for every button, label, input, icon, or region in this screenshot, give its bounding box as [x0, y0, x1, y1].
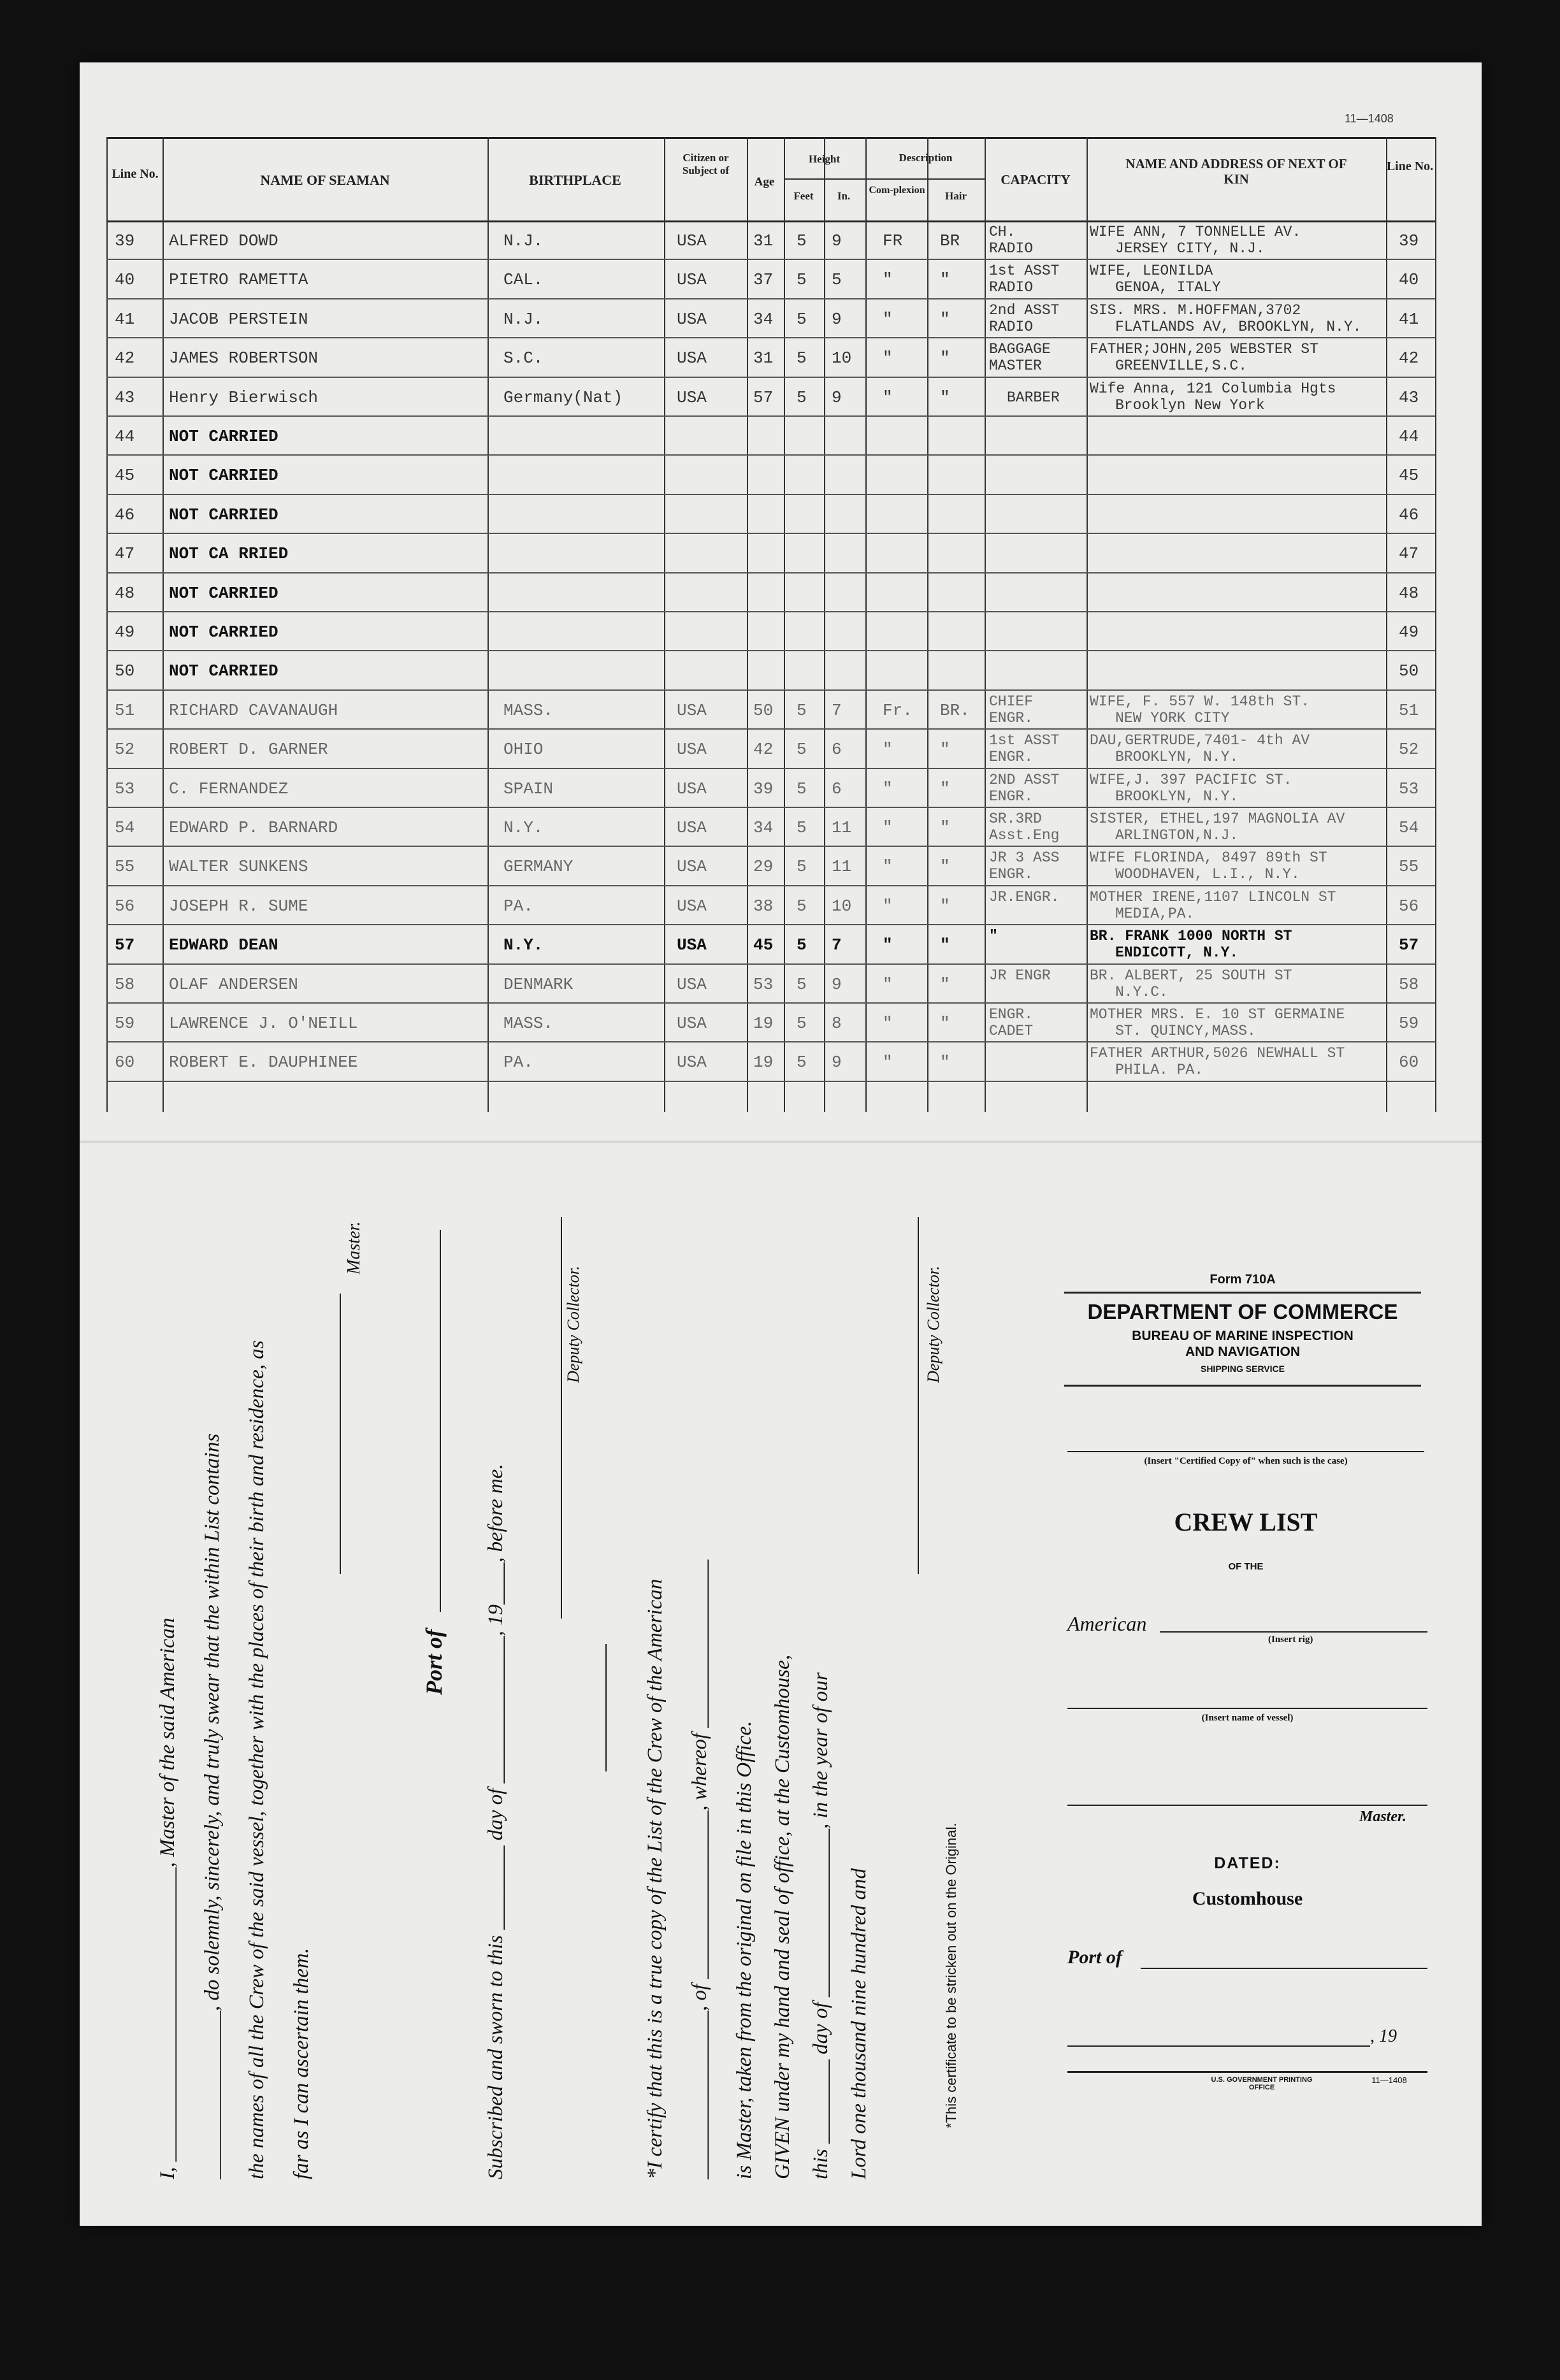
- header-height: Height: [808, 153, 841, 165]
- row-capacity: ENGR.: [989, 788, 1034, 805]
- row-next-of-kin: ARLINGTON,N.J.: [1115, 827, 1239, 844]
- row-complexion: FR: [883, 231, 903, 250]
- row-age: 38: [753, 896, 774, 916]
- row-hair: ": [940, 270, 950, 290]
- row-age: 42: [753, 740, 774, 760]
- cert-footnote: *This certificate to be stricken out on the Original.: [943, 1822, 959, 2128]
- table-row: [106, 454, 1435, 494]
- row-line-no-right: 46: [1399, 505, 1419, 524]
- oath-master-label: Master.: [344, 1221, 364, 1274]
- row-complexion: ": [883, 779, 893, 798]
- row-capacity: Asst.Eng: [989, 827, 1060, 844]
- row-line-no-right: 50: [1399, 661, 1419, 681]
- row-name: JAMES ROBERTSON: [169, 349, 319, 368]
- oath-line-2: ________________, do solemnly, sincerely, and truly swear that the within List contains: [201, 1433, 224, 2179]
- row-name: NOT CA RRIED: [169, 544, 289, 564]
- cert-line-3: is Master, taken from the original on file in this Office.: [733, 1720, 756, 2179]
- header-next-of-kin: NAME AND ADDRESS OF NEXT OF KIN: [1125, 156, 1347, 187]
- row-capacity: 1st ASST: [989, 263, 1060, 280]
- header-hair: Hair: [945, 190, 967, 202]
- cover-department: DEPARTMENT OF COMMERCE: [1087, 1300, 1398, 1323]
- row-capacity: CH.: [989, 224, 1016, 240]
- row-citizen: USA: [677, 779, 707, 798]
- row-complexion: ": [883, 857, 893, 877]
- row-capacity: ENGR.: [989, 866, 1034, 883]
- header-feet: Feet: [793, 190, 814, 202]
- row-complexion: ": [883, 818, 893, 837]
- row-next-of-kin: SIS. MRS. M.HOFFMAN,3702: [1090, 301, 1301, 319]
- row-age: 19: [753, 1053, 774, 1072]
- row-name: NOT CARRIED: [169, 466, 278, 486]
- row-capacity: RADIO: [989, 279, 1034, 296]
- row-name: PIETRO RAMETTA: [169, 270, 308, 290]
- row-line-no-right: 60: [1399, 1053, 1419, 1072]
- row-inches: 6: [832, 779, 842, 798]
- row-line-no-right: 51: [1399, 700, 1419, 720]
- row-feet: 5: [797, 309, 807, 329]
- row-line-no-right: 57: [1399, 935, 1419, 955]
- row-age: 39: [753, 779, 774, 798]
- row-next-of-kin: WIFE, LEONILDA: [1090, 263, 1213, 280]
- row-line-no-right: 58: [1399, 974, 1419, 994]
- row-line-no-right: 48: [1399, 583, 1419, 603]
- row-line-no-right: 44: [1399, 427, 1419, 446]
- row-line-no: 59: [115, 1014, 135, 1033]
- row-feet: 5: [797, 387, 807, 407]
- row-birthplace: PA.: [503, 896, 533, 916]
- row-name: LAWRENCE J. O'NEILL: [169, 1014, 358, 1033]
- oath-deputy-line: [561, 1217, 562, 1619]
- row-feet: 5: [797, 935, 807, 955]
- cover-shipping-service: SHIPPING SERVICE: [1200, 1364, 1285, 1374]
- row-capacity: SR.3RD: [989, 811, 1042, 827]
- row-hair: ": [940, 1014, 950, 1033]
- row-complexion: Fr.: [883, 700, 913, 720]
- row-name: EDWARD DEAN: [169, 935, 278, 955]
- row-line-no-right: 55: [1399, 857, 1419, 877]
- cover-insert-rig: (Insert rig): [1268, 1634, 1313, 1645]
- row-capacity: MASTER: [989, 357, 1042, 375]
- row-next-of-kin: BR. ALBERT, 25 SOUTH ST: [1090, 967, 1292, 984]
- row-age: 37: [753, 270, 774, 290]
- row-feet: 5: [797, 270, 807, 290]
- row-next-of-kin: WIFE ANN, 7 TONNELLE AV.: [1090, 224, 1301, 240]
- row-next-of-kin: WOODHAVEN, L.I., N.Y.: [1115, 866, 1300, 883]
- table-row: [106, 611, 1435, 651]
- row-citizen: USA: [677, 896, 707, 916]
- cover-printer: U.S. GOVERNMENT PRINTING OFFICE: [1211, 2076, 1313, 2091]
- row-hair: ": [940, 740, 950, 760]
- row-hair: ": [940, 349, 950, 368]
- header-name: NAME OF SEAMAN: [260, 172, 390, 188]
- row-capacity: RADIO: [989, 318, 1034, 335]
- row-inches: 9: [832, 387, 842, 407]
- cert-line-2: ________________, of ________________, whereof ________________: [688, 1559, 711, 2179]
- row-next-of-kin: NEW YORK CITY: [1115, 709, 1230, 726]
- row-birthplace: N.J.: [503, 309, 544, 329]
- row-capacity: 1st ASST: [989, 732, 1060, 749]
- row-line-no-right: 40: [1399, 270, 1419, 290]
- row-feet: 5: [797, 1053, 807, 1072]
- row-hair: ": [940, 779, 950, 798]
- row-next-of-kin: SISTER, ETHEL,197 MAGNOLIA AV: [1090, 811, 1345, 827]
- row-line-no: 41: [115, 309, 135, 329]
- row-line-no: 51: [115, 700, 135, 720]
- row-capacity: CHIEF: [989, 693, 1034, 710]
- row-inches: 9: [832, 309, 842, 329]
- row-age: 50: [753, 700, 774, 720]
- row-inches: 10: [832, 896, 852, 916]
- header-age: Age: [754, 175, 775, 189]
- row-inches: 7: [832, 700, 842, 720]
- cover-title: CREW LIST: [1174, 1508, 1318, 1536]
- form-number-top: 11—1408: [1345, 112, 1394, 125]
- row-name: NOT CARRIED: [169, 583, 278, 603]
- row-birthplace: N.Y.: [503, 818, 544, 837]
- row-name: NOT CARRIED: [169, 661, 278, 681]
- row-hair: ": [940, 974, 950, 994]
- row-feet: 5: [797, 779, 807, 798]
- header-subrule: [784, 178, 985, 180]
- row-name: C. FERNANDEZ: [169, 779, 289, 798]
- row-inches: 11: [832, 857, 852, 877]
- row-capacity: JR ENGR: [989, 967, 1051, 984]
- cover-nineteen: , 19: [1370, 2026, 1397, 2046]
- row-citizen: USA: [677, 270, 707, 290]
- row-line-no-right: 42: [1399, 349, 1419, 368]
- row-next-of-kin: WIFE FLORINDA, 8497 89th ST: [1090, 849, 1327, 867]
- row-age: 53: [753, 974, 774, 994]
- row-complexion: ": [883, 387, 893, 407]
- row-line-no: 49: [115, 623, 135, 642]
- row-capacity: BAGGAGE: [989, 341, 1051, 358]
- row-citizen: USA: [677, 349, 707, 368]
- row-birthplace: S.C.: [503, 349, 544, 368]
- row-next-of-kin: GREENVILLE,S.C.: [1115, 357, 1248, 375]
- oath-subscribed: Subscribed and sworn to this ________ day of ______________, 19____, before me.: [484, 1464, 507, 2179]
- row-age: 34: [753, 309, 774, 329]
- row-capacity: JR 3 ASS: [989, 849, 1060, 867]
- row-age: 57: [753, 387, 774, 407]
- oath-deputy-collector: Deputy Collector.: [564, 1266, 582, 1383]
- row-capacity: ": [989, 928, 998, 945]
- row-inches: 9: [832, 231, 842, 250]
- row-name: JACOB PERSTEIN: [169, 309, 308, 329]
- row-complexion: ": [883, 1053, 893, 1072]
- header-line-no-right: Line No.: [1386, 159, 1434, 173]
- row-inches: 9: [832, 974, 842, 994]
- row-age: 34: [753, 818, 774, 837]
- row-next-of-kin: BR. FRANK 1000 NORTH ST: [1090, 928, 1292, 945]
- row-hair: ": [940, 309, 950, 329]
- row-next-of-kin: DAU,GERTRUDE,7401- 4th AV: [1090, 732, 1310, 749]
- cover-bottom-rule: [1067, 2071, 1427, 2073]
- row-next-of-kin: WIFE,J. 397 PACIFIC ST.: [1090, 771, 1292, 788]
- table-row: [106, 494, 1435, 534]
- row-age: 19: [753, 1014, 774, 1033]
- row-hair: BR: [940, 231, 960, 250]
- row-complexion: ": [883, 935, 893, 955]
- row-feet: 5: [797, 857, 807, 877]
- row-citizen: USA: [677, 700, 707, 720]
- row-name: OLAF ANDERSEN: [169, 974, 298, 994]
- row-citizen: USA: [677, 309, 707, 329]
- row-line-no-right: 59: [1399, 1014, 1419, 1033]
- header-complexion: Com-plexion: [869, 185, 925, 196]
- row-capacity: 2nd ASST: [989, 301, 1060, 319]
- row-citizen: USA: [677, 1014, 707, 1033]
- row-complexion: ": [883, 740, 893, 760]
- oath-line-3: the names of all the Crew of the said vessel, together with the places of their birth and residence, as: [245, 1340, 268, 2179]
- row-line-no-right: 45: [1399, 466, 1419, 486]
- row-name: ROBERT D. GARNER: [169, 740, 328, 760]
- row-name: WALTER SUNKENS: [169, 857, 308, 877]
- row-complexion: ": [883, 974, 893, 994]
- row-age: 45: [753, 935, 774, 955]
- row-line-no-right: 41: [1399, 309, 1419, 329]
- cover-port-line: [1141, 1968, 1427, 1969]
- row-line-no: 52: [115, 740, 135, 760]
- row-next-of-kin: MOTHER MRS. E. 10 ST GERMAINE: [1090, 1006, 1345, 1023]
- cert-deputy-collector: Deputy Collector.: [924, 1266, 942, 1383]
- oath-line-1: I, ____________________________, Master of the said American: [156, 1617, 179, 2179]
- row-line-no: 45: [115, 466, 135, 486]
- row-next-of-kin: FATHER ARTHUR,5026 NEWHALL ST: [1090, 1045, 1345, 1062]
- row-line-no-right: 43: [1399, 387, 1419, 407]
- row-citizen: USA: [677, 857, 707, 877]
- row-name: ALFRED DOWD: [169, 231, 278, 250]
- row-line-no-right: 47: [1399, 544, 1419, 564]
- row-citizen: USA: [677, 935, 707, 955]
- row-feet: 5: [797, 974, 807, 994]
- row-name: EDWARD P. BARNARD: [169, 818, 338, 837]
- row-line-no: 47: [115, 544, 135, 564]
- row-citizen: USA: [677, 231, 707, 250]
- cover-form-number-bottom: 11—1408: [1371, 2075, 1407, 2085]
- row-hair: ": [940, 857, 950, 877]
- row-citizen: USA: [677, 740, 707, 760]
- oath-line-4: far as I can ascertain them.: [290, 1948, 313, 2179]
- row-hair: ": [940, 1053, 950, 1072]
- row-line-no-right: 49: [1399, 623, 1419, 642]
- row-feet: 5: [797, 349, 807, 368]
- row-birthplace: MASS.: [503, 700, 554, 720]
- row-inches: 11: [832, 818, 852, 837]
- table-row: [106, 415, 1435, 456]
- cover-bureau-2: AND NAVIGATION: [1185, 1345, 1301, 1359]
- row-next-of-kin: ENDICOTT, N.Y.: [1115, 944, 1239, 962]
- row-next-of-kin: WIFE, F. 557 W. 148th ST.: [1090, 693, 1310, 710]
- row-feet: 5: [797, 740, 807, 760]
- row-capacity: ENGR.: [989, 709, 1034, 726]
- row-name: NOT CARRIED: [169, 623, 278, 642]
- header-description: Description: [899, 152, 953, 164]
- row-capacity: RADIO: [989, 240, 1034, 257]
- row-birthplace: DENMARK: [503, 974, 574, 994]
- cover-insert-vessel: (Insert name of vessel): [1201, 1713, 1294, 1723]
- row-next-of-kin: ST. QUINCY,MASS.: [1115, 1023, 1256, 1039]
- row-feet: 5: [797, 896, 807, 916]
- row-line-no-right: 54: [1399, 818, 1419, 837]
- cover-master-line: [1067, 1805, 1427, 1806]
- cover-form-number: Form 710A: [1210, 1273, 1276, 1287]
- row-name: JOSEPH R. SUME: [169, 896, 308, 916]
- row-line-no: 46: [115, 505, 135, 524]
- row-birthplace: OHIO: [503, 740, 544, 760]
- row-citizen: USA: [677, 387, 707, 407]
- row-line-no: 57: [115, 935, 135, 955]
- row-next-of-kin: FLATLANDS AV, BROOKLYN, N.Y.: [1115, 318, 1362, 335]
- row-feet: 5: [797, 1014, 807, 1033]
- cover-customhouse: Customhouse: [1192, 1888, 1303, 1909]
- row-next-of-kin: FATHER;JOHN,205 WEBSTER ST: [1090, 341, 1318, 358]
- row-name: ROBERT E. DAUPHINEE: [169, 1053, 358, 1072]
- header-capacity: CAPACITY: [1000, 172, 1071, 187]
- row-complexion: ": [883, 309, 893, 329]
- oath-port-line: [440, 1230, 441, 1612]
- cert-line-1: *I certify that this is a true copy of the List of the Crew of the American: [644, 1578, 667, 2179]
- cover-master-label: Master.: [1359, 1808, 1406, 1825]
- cert-deputy-line: [918, 1217, 919, 1574]
- row-capacity: ENGR.: [989, 749, 1034, 766]
- row-capacity: 2ND ASST: [989, 771, 1060, 788]
- row-name: Henry Bierwisch: [169, 387, 319, 407]
- row-birthplace: GERMANY: [503, 857, 574, 877]
- row-birthplace: N.J.: [503, 231, 544, 250]
- row-line-no-right: 39: [1399, 231, 1419, 250]
- row-age: 31: [753, 231, 774, 250]
- row-age: 31: [753, 349, 774, 368]
- table-row: [106, 533, 1435, 573]
- row-next-of-kin: BROOKLYN, N.Y.: [1115, 749, 1239, 766]
- row-line-no: 43: [115, 387, 135, 407]
- row-capacity: CADET: [989, 1023, 1034, 1039]
- row-name: NOT CARRIED: [169, 505, 278, 524]
- row-hair: ": [940, 818, 950, 837]
- row-next-of-kin: Wife Anna, 121 Columbia Hgts: [1090, 380, 1336, 397]
- header-citizen: Citizen or Subject of: [682, 152, 730, 177]
- row-birthplace: MASS.: [503, 1014, 554, 1033]
- row-line-no: 53: [115, 779, 135, 798]
- row-line-no-right: 52: [1399, 740, 1419, 760]
- cover-top-rule: [1064, 1292, 1421, 1294]
- row-hair: ": [940, 896, 950, 916]
- header-inches: In.: [837, 190, 851, 202]
- row-feet: 5: [797, 231, 807, 250]
- row-citizen: USA: [677, 1053, 707, 1072]
- row-birthplace: PA.: [503, 1053, 533, 1072]
- row-citizen: USA: [677, 818, 707, 837]
- row-birthplace: Germany(Nat): [503, 387, 623, 407]
- cover-dated: DATED:: [1214, 1854, 1281, 1872]
- row-inches: 5: [832, 270, 842, 290]
- cover-rule-2: [1064, 1385, 1421, 1387]
- cert-line-5: this ________ day of ________________, in the year of our: [809, 1672, 832, 2179]
- cert-line-4: GIVEN under my hand and seal of office, at the Customhouse,: [771, 1654, 794, 2179]
- row-line-no: 42: [115, 349, 135, 368]
- row-next-of-kin: BROOKLYN, N.Y.: [1115, 788, 1239, 805]
- row-line-no: 60: [115, 1053, 135, 1072]
- row-hair: ": [940, 935, 950, 955]
- cover-insert-certified: (Insert "Certified Copy of" when such is the case): [1144, 1456, 1348, 1466]
- row-next-of-kin: GENOA, ITALY: [1115, 279, 1221, 296]
- row-next-of-kin: MOTHER IRENE,1107 LINCOLN ST: [1090, 888, 1336, 905]
- row-capacity: BARBER: [1007, 389, 1060, 406]
- cover-vessel-line: [1067, 1708, 1427, 1709]
- header-birthplace: BIRTHPLACE: [529, 172, 621, 188]
- row-line-no-right: 53: [1399, 779, 1419, 798]
- cover-bureau-1: BUREAU OF MARINE INSPECTION: [1132, 1329, 1354, 1343]
- cover-port-of: Port of: [1067, 1947, 1122, 1968]
- row-citizen: USA: [677, 974, 707, 994]
- row-line-no: 39: [115, 231, 135, 250]
- cover-of-the: OF THE: [1228, 1561, 1264, 1572]
- cover-certified-line: [1067, 1451, 1424, 1452]
- oath-short-line: [605, 1644, 607, 1771]
- row-inches: 10: [832, 349, 852, 368]
- row-line-no: 54: [115, 818, 135, 837]
- row-line-no: 58: [115, 974, 135, 994]
- row-birthplace: N.Y.: [503, 935, 544, 955]
- row-complexion: ": [883, 1014, 893, 1033]
- row-birthplace: CAL.: [503, 270, 544, 290]
- row-hair: BR.: [940, 700, 970, 720]
- table-row: [106, 572, 1435, 612]
- row-line-no: 56: [115, 896, 135, 916]
- cover-date-line: [1067, 2045, 1370, 2047]
- row-next-of-kin: Brooklyn New York: [1115, 396, 1265, 414]
- table-row: [106, 650, 1435, 690]
- cover-rig-line: [1160, 1631, 1427, 1633]
- row-next-of-kin: N.Y.C.: [1115, 983, 1168, 1000]
- row-inches: 8: [832, 1014, 842, 1033]
- row-complexion: ": [883, 896, 893, 916]
- row-inches: 6: [832, 740, 842, 760]
- row-line-no: 55: [115, 857, 135, 877]
- row-line-no: 40: [115, 270, 135, 290]
- row-name: NOT CARRIED: [169, 427, 278, 446]
- row-capacity: JR.ENGR.: [989, 888, 1060, 905]
- row-feet: 5: [797, 818, 807, 837]
- row-line-no-right: 56: [1399, 896, 1419, 916]
- row-inches: 7: [832, 935, 842, 955]
- row-line-no: 44: [115, 427, 135, 446]
- row-hair: ": [940, 387, 950, 407]
- row-birthplace: SPAIN: [503, 779, 554, 798]
- cert-line-6: Lord one thousand nine hundred and: [848, 1868, 870, 2179]
- row-next-of-kin: PHILA. PA.: [1115, 1062, 1204, 1079]
- cover-american: American: [1067, 1612, 1147, 1635]
- row-name: RICHARD CAVANAUGH: [169, 700, 338, 720]
- table-column-rule: [1435, 137, 1436, 1112]
- row-complexion: ": [883, 349, 893, 368]
- row-capacity: ENGR.: [989, 1006, 1034, 1023]
- row-inches: 9: [832, 1053, 842, 1072]
- row-complexion: ": [883, 270, 893, 290]
- oath-port-of: Port of: [421, 1629, 447, 1695]
- header-line-no: Line No.: [112, 167, 159, 181]
- fold-line: [80, 1141, 1482, 1143]
- row-feet: 5: [797, 700, 807, 720]
- row-line-no: 50: [115, 661, 135, 681]
- row-age: 29: [753, 857, 774, 877]
- row-next-of-kin: JERSEY CITY, N.J.: [1115, 240, 1265, 257]
- row-next-of-kin: MEDIA,PA.: [1115, 905, 1195, 922]
- oath-master-line: [340, 1294, 341, 1574]
- row-line-no: 48: [115, 583, 135, 603]
